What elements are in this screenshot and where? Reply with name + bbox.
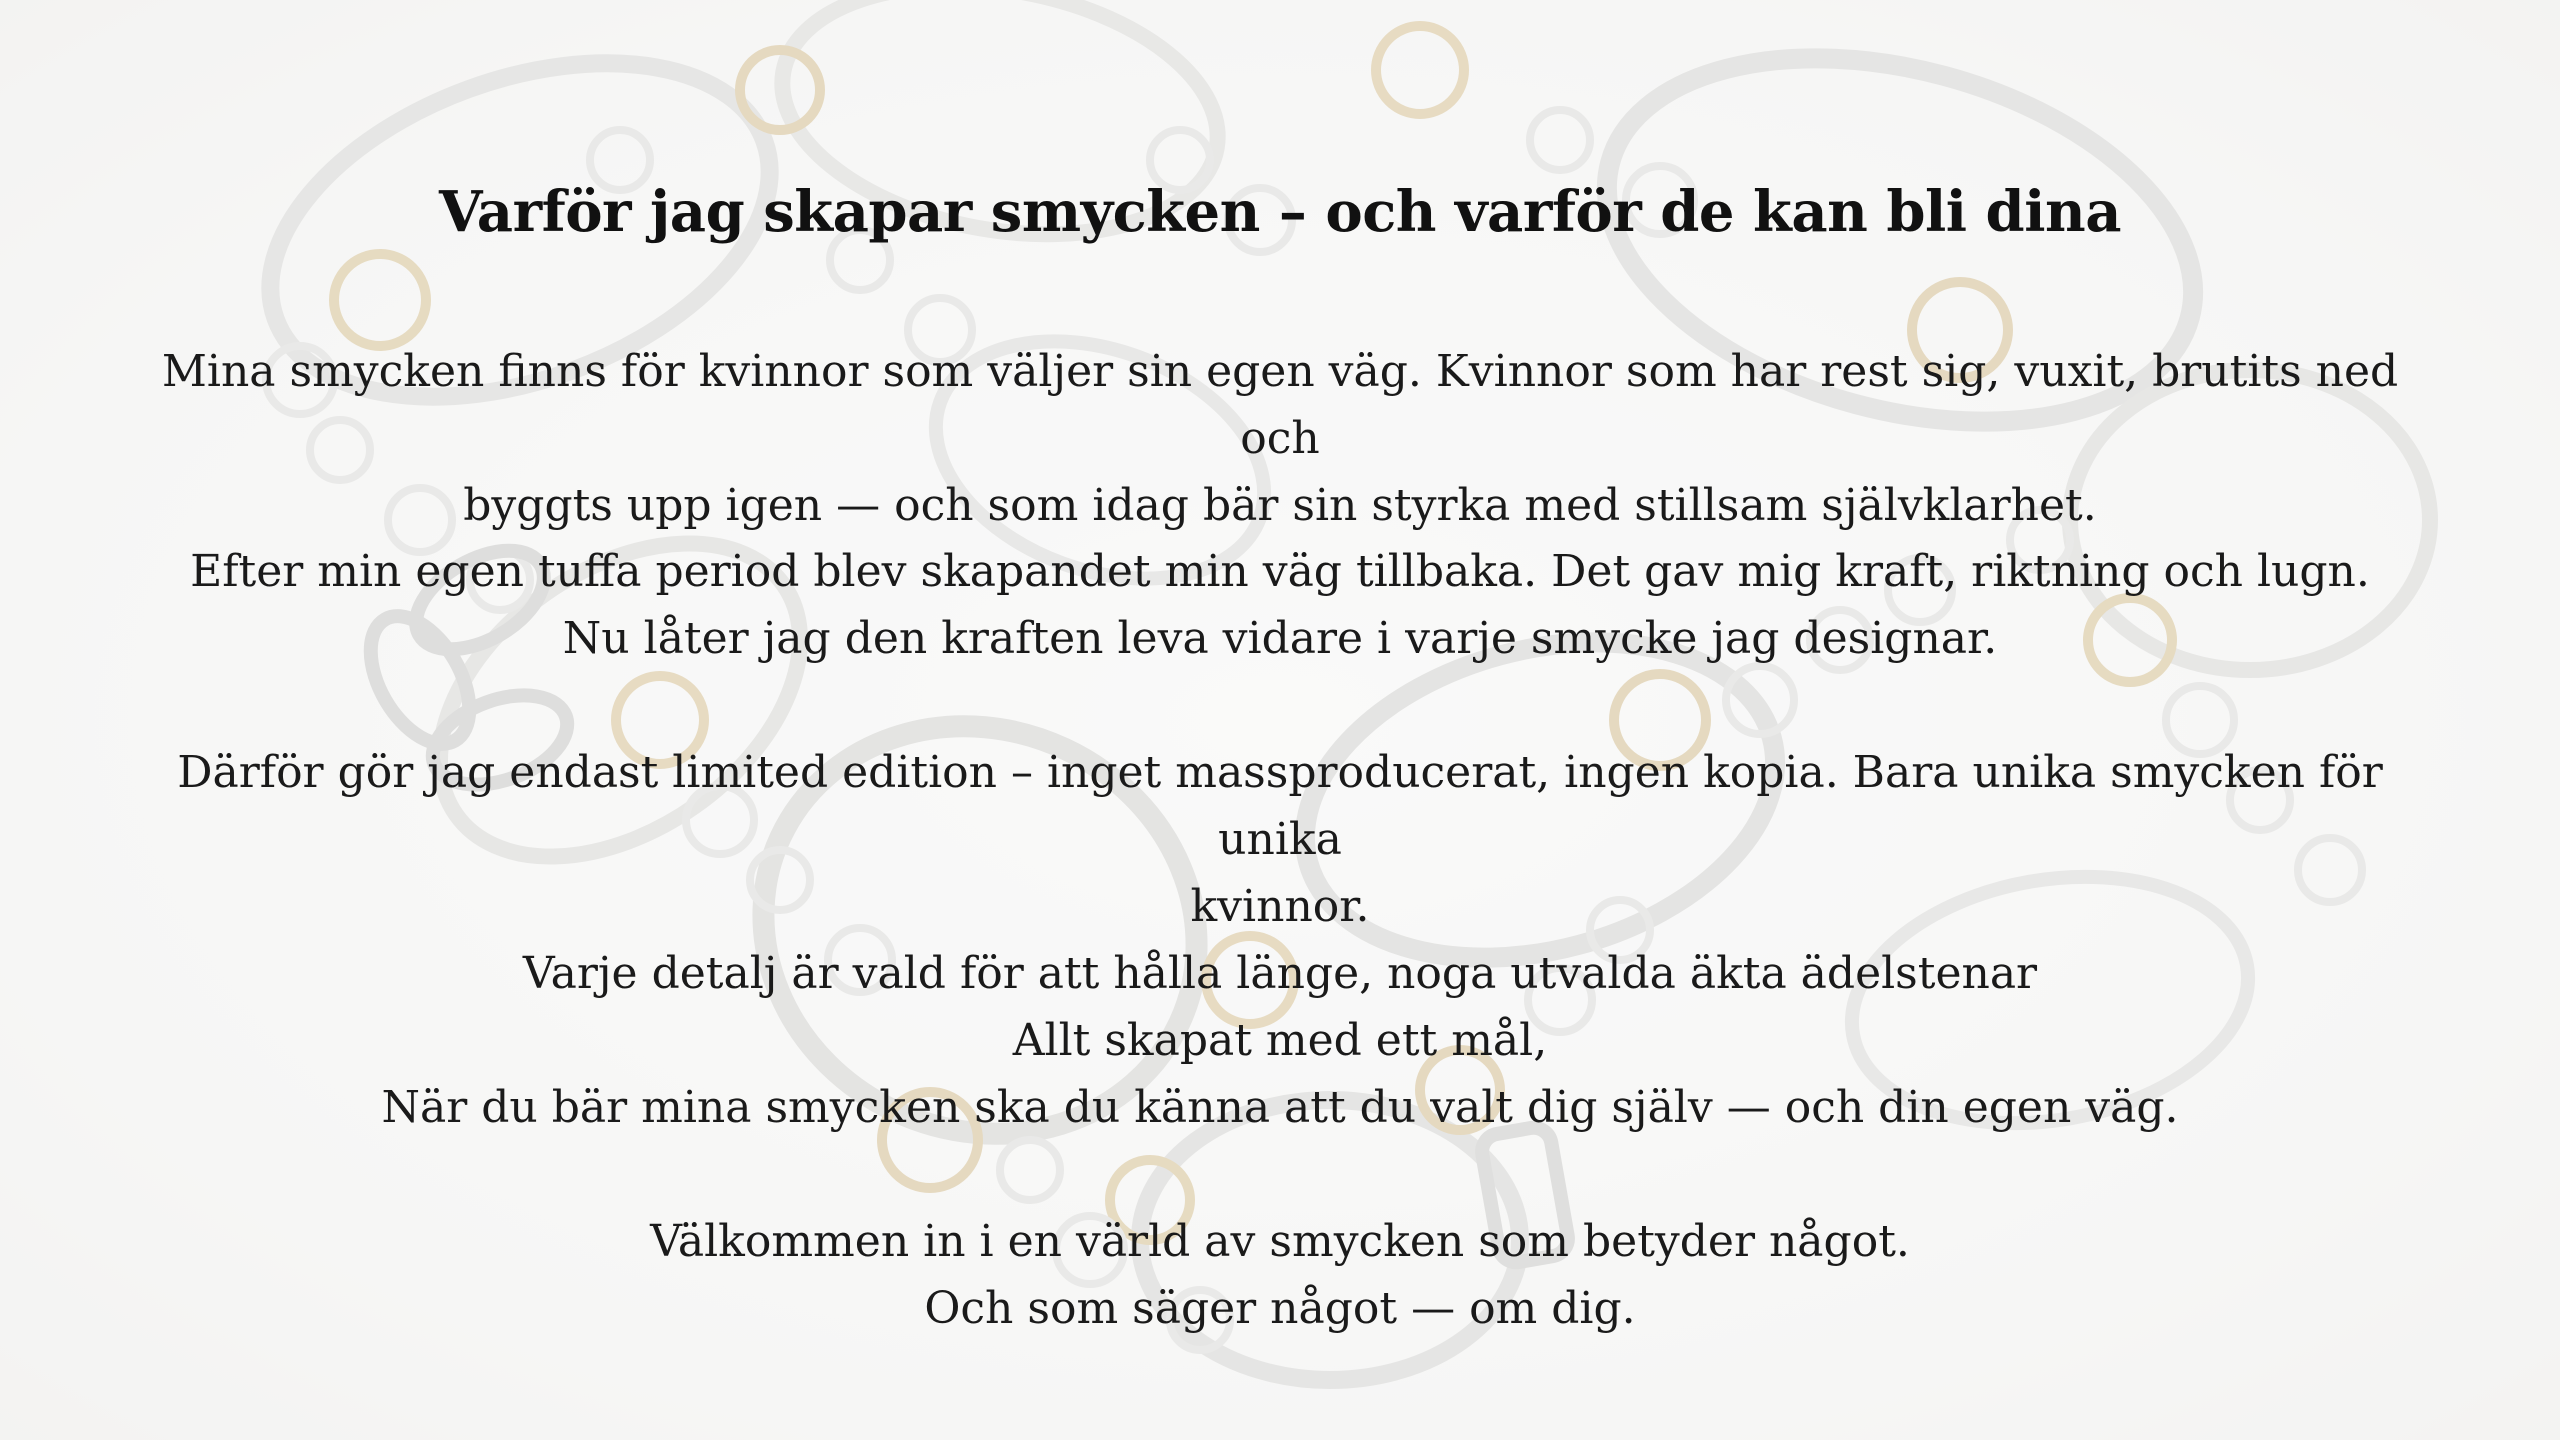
paragraph-welcome xyxy=(120,1208,2440,1342)
text-line: Därför gör jag endast limited edition – inget massproducerat, ingen kopia. Bara unika smycken för unika xyxy=(177,747,2383,865)
text-line: Efter min egen tuffa period blev skapandet min väg tillbaka. Det gav mig kraft, riktning och lugn. xyxy=(190,546,2370,597)
text-line: Välkommen in i en värld av smycken som betyder något. xyxy=(650,1216,1910,1267)
text-line: Och som säger något — om dig. xyxy=(924,1283,1636,1334)
text-line: kvinnor. xyxy=(1190,881,1370,932)
paragraph-intro xyxy=(120,338,2440,539)
text-line: Allt skapat med ett mål, xyxy=(1012,1015,1548,1066)
text-line: Nu låter jag den kraften leva vidare i varje smycke jag designar. xyxy=(562,613,1998,664)
text-line: När du bär mina smycken ska du känna att du valt dig själv — och din egen väg. xyxy=(381,1082,2179,1133)
text-line: Varje detalj är vald för att hålla länge, noga utvalda äkta ädelstenar xyxy=(522,948,2038,999)
text-line: Mina smycken finns för kvinnor som väljer sin egen väg. Kvinnor som har rest sig, vuxit, brutits ned och xyxy=(161,346,2399,464)
text-line: byggts upp igen — och som idag bär sin styrka med stillsam självklarhet. xyxy=(463,480,2097,531)
paragraph-quality xyxy=(120,940,2440,1141)
paragraph-limited-edition xyxy=(120,739,2440,940)
page-title: Varför jag skapar smycken – och varför de kan bli dina xyxy=(439,179,2121,245)
paragraph-story xyxy=(120,538,2440,672)
